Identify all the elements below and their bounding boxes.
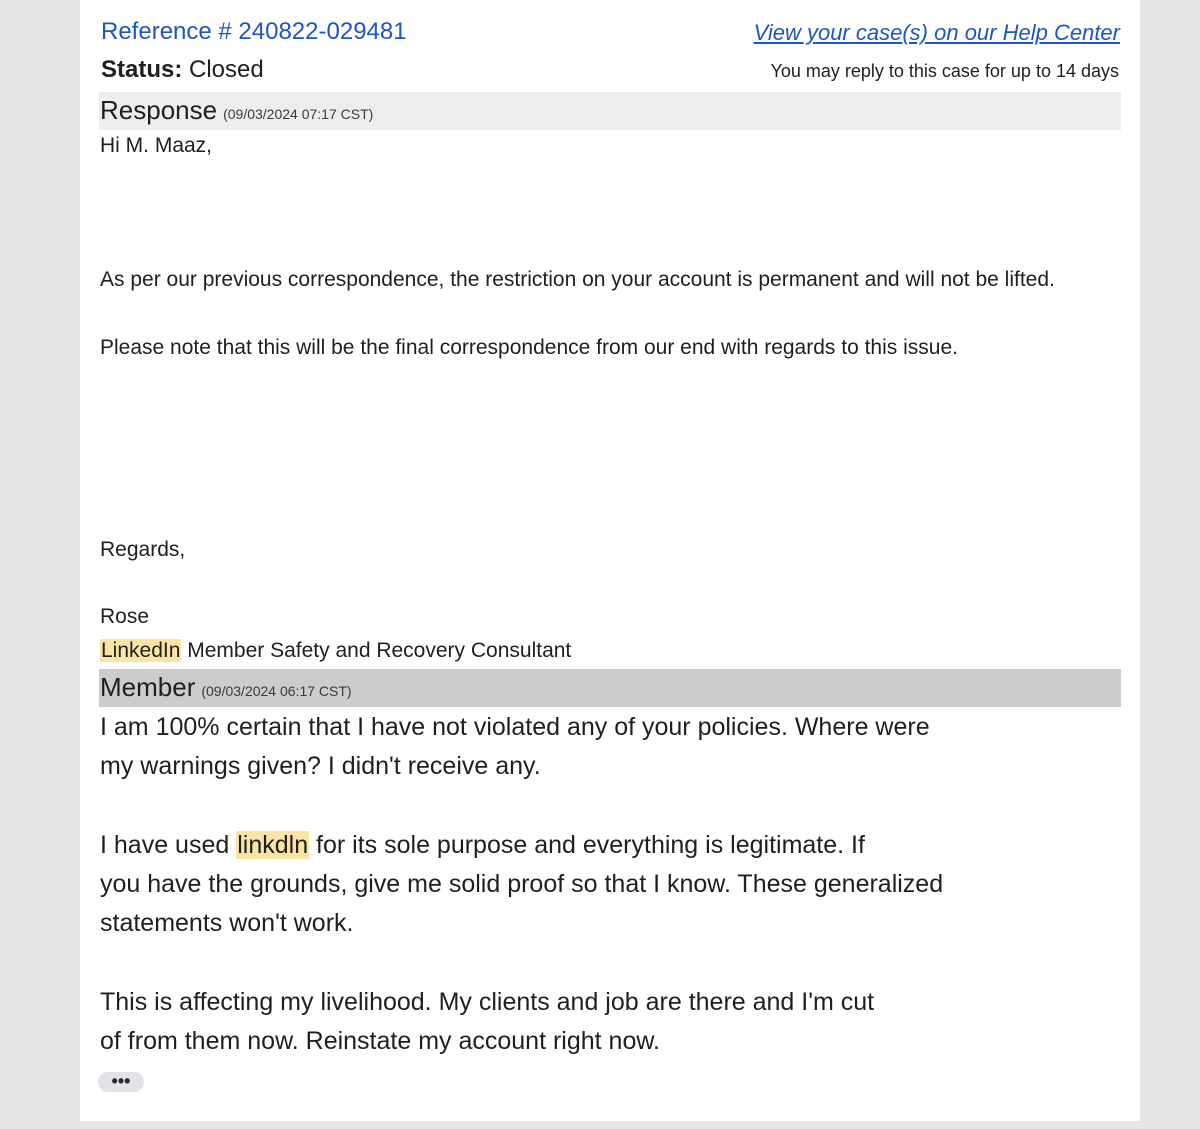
response-regards: Regards, [100, 538, 186, 561]
case-status [101, 56, 264, 84]
status-label: Status: [101, 56, 183, 83]
member-message-line [100, 831, 865, 860]
reference-number: Reference # 240822-029481 [101, 18, 407, 45]
status-value: Closed [189, 56, 264, 83]
member-title: Member [100, 672, 196, 702]
case-card [80, 0, 1140, 1121]
member-message-line: This is affecting my livelihood. My clients and job are there and I'm cut [100, 988, 875, 1016]
help-center-link[interactable]: View your case(s) on our Help Center [753, 20, 1120, 45]
keyword-highlight: linkdln [237, 831, 309, 859]
reply-window-note: You may reply to this case for up to 14 days [770, 61, 1119, 81]
response-title: Response [100, 95, 218, 125]
member-text: I have used [100, 831, 230, 859]
member-header [99, 669, 1121, 707]
member-message-line: of from them now. Reinstate my account right now. [100, 1027, 660, 1055]
member-message-line: I am 100% certain that I have not violated any of your policies. Where were [100, 713, 930, 741]
response-header [99, 92, 1121, 130]
responder-role: Member Safety and Recovery Consultant [187, 639, 572, 662]
member-date: (09/03/2024 06:17 CST) [201, 683, 352, 699]
response-paragraph: As per our previous correspondence, the restriction on your account is permanent and will not be lifted. [100, 268, 1055, 291]
member-message-line: you have the grounds, give me solid proof so that I know. These generalized [100, 870, 944, 898]
responder-name: Rose [100, 605, 150, 628]
responder-signature [100, 639, 571, 663]
member-message-line: statements won't work. [100, 909, 354, 937]
company-highlight: LinkedIn [101, 639, 181, 662]
member-text: for its sole purpose and everything is legitimate. If [316, 831, 865, 859]
response-greeting: Hi M. Maaz, [100, 134, 213, 157]
response-date: (09/03/2024 07:17 CST) [223, 106, 374, 122]
member-message-line: my warnings given? I didn't receive any. [100, 752, 541, 780]
more-options-button[interactable]: ••• [98, 1072, 144, 1092]
response-paragraph: Please note that this will be the final correspondence from our end with regards to this issue. [100, 336, 958, 359]
